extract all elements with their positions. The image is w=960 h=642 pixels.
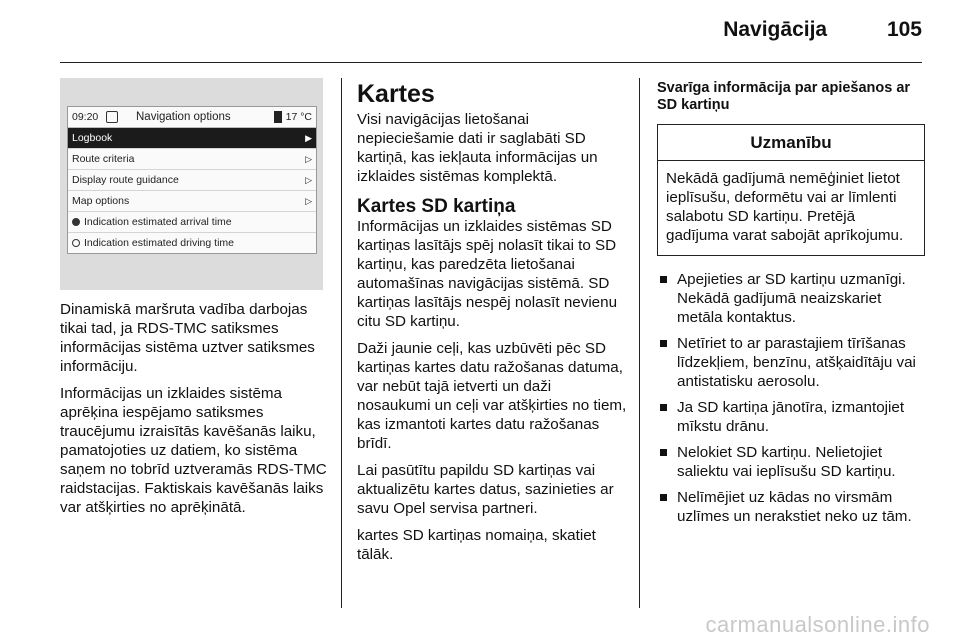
chevron-right-icon: ▷: [305, 195, 312, 206]
navigation-options-screen: [67, 106, 317, 254]
screen-status-bar: [68, 107, 316, 128]
menu-item-logbook: Logbook ▶: [68, 128, 316, 149]
warning-box: [657, 124, 925, 256]
screen-time: 09:20: [72, 111, 99, 123]
paragraph: kartes SD kartiņas nomaiņa, skatiet tālāk.: [357, 527, 596, 563]
chevron-right-icon: ▶: [305, 132, 312, 143]
radio-unselected-icon: [72, 239, 80, 247]
list-item: Nelokiet SD kartiņu. Nelietojiet saliektu vai ieplīsušu SD kartiņu.: [657, 443, 925, 481]
warning-text: Nekādā gadījumā nemēģiniet lietot ieplīsušu, deformētu vai ar līmlenti salabotu SD kartiņu. Pretējā gadījuma varat sabojāt aprīkojumu.: [666, 170, 904, 244]
thermometer-icon: [274, 111, 282, 123]
list-item: Ja SD kartiņa jānotīra, izmantojiet mīkstu drānu.: [657, 398, 925, 436]
screenshot-figure: [60, 78, 323, 290]
screen-temperature: 17 °C: [285, 111, 312, 123]
radio-driving-time: Indication estimated driving time: [68, 233, 316, 253]
paragraph: Informācijas un izklaides sistēmas SD kartiņas lasītājs spēj nolasīt tikai to SD kartiņu, kas paredzēta lietošanai automašīnas navigācijas sistēmā. SD kartiņas lasītājs nespēj nolasīt nevienu citu SD kartiņu.: [357, 218, 618, 330]
list-item: Apejieties ar SD kartiņu uzmanīgi. Nekādā gadījumā neaizskariet metāla kontaktus.: [657, 270, 925, 327]
paragraph: Visi navigācijas lietošanai nepieciešamie dati ir saglabāti SD kartiņā, kas iekļauta informācijas un izklaides sistēmas komplektā.: [357, 111, 598, 185]
list-item: Nelīmējiet uz kādas no virsmām uzlīmes un nerakstiet neko uz tām.: [657, 488, 925, 526]
subheading-sd-card: Kartes SD kartiņa: [357, 196, 516, 217]
paragraph: Informācijas un izklaides sistēma aprēķina iespējamo satiksmes traucējumu izraisītās kavēšanās laiku, pamatojoties uz datiem, ko sistēma saņem no tobrīd uztveramās RDS-TMC raidstacijas. Faktiskais kavēšanās laiks var atšķirties no aprēķinātā.: [60, 385, 327, 516]
chevron-right-icon: ▷: [305, 153, 312, 164]
column-2: [357, 80, 627, 572]
radio-selected-icon: [72, 218, 80, 226]
paragraph: Lai pasūtītu papildu SD kartiņas vai aktualizētu kartes datus, sazinieties ar savu Opel servisa partneri.: [357, 462, 614, 517]
section-heading-kartes: Kartes: [357, 80, 435, 108]
section-heading-sd-handling: Svarīga informācija par apiešanos ar SD kartiņu: [657, 80, 911, 113]
chevron-right-icon: ▷: [305, 174, 312, 185]
menu-item-map-options: Map options ▷: [68, 191, 316, 212]
warning-title: Uzmanību: [658, 125, 924, 161]
page-title: Navigācija: [723, 18, 828, 41]
watermark: carmanualsonline.info: [705, 612, 930, 637]
paragraph: Dinamiskā maršruta vadība darbojas tikai tad, ja RDS-TMC satiksmes informācijas sistēma uztver satiksmes informāciju.: [60, 301, 315, 375]
list-item: Netīriet to ar parastajiem tīrīšanas līdzekļiem, benzīnu, atšķaidītāju vai antistatisku aerosolu.: [657, 334, 925, 391]
radio-arrival-time: Indication estimated arrival time: [68, 212, 316, 233]
screen-title: Navigation options: [136, 111, 231, 123]
menu-item-display-route-guidance: Display route guidance ▷: [68, 170, 316, 191]
paragraph: Daži jaunie ceļi, kas uzbūvēti pēc SD kartiņas kartes datu ražošanas datuma, var nebūt tajā ietverti un daži nosaukumi un ceļi var atšķirties no tiem, kas izmantoti kartes datu ražošanas brīdī.: [357, 340, 627, 452]
column-3: [657, 80, 925, 533]
bullet-list: [657, 270, 925, 526]
column-divider-2: [639, 78, 640, 608]
menu-item-route-criteria: Route criteria ▷: [68, 149, 316, 170]
column-1: [60, 300, 330, 525]
page-header: [723, 18, 922, 42]
header-rule: [60, 62, 922, 63]
page-number: 105: [886, 18, 922, 41]
column-divider-1: [341, 78, 342, 608]
navigation-icon: [106, 111, 118, 123]
